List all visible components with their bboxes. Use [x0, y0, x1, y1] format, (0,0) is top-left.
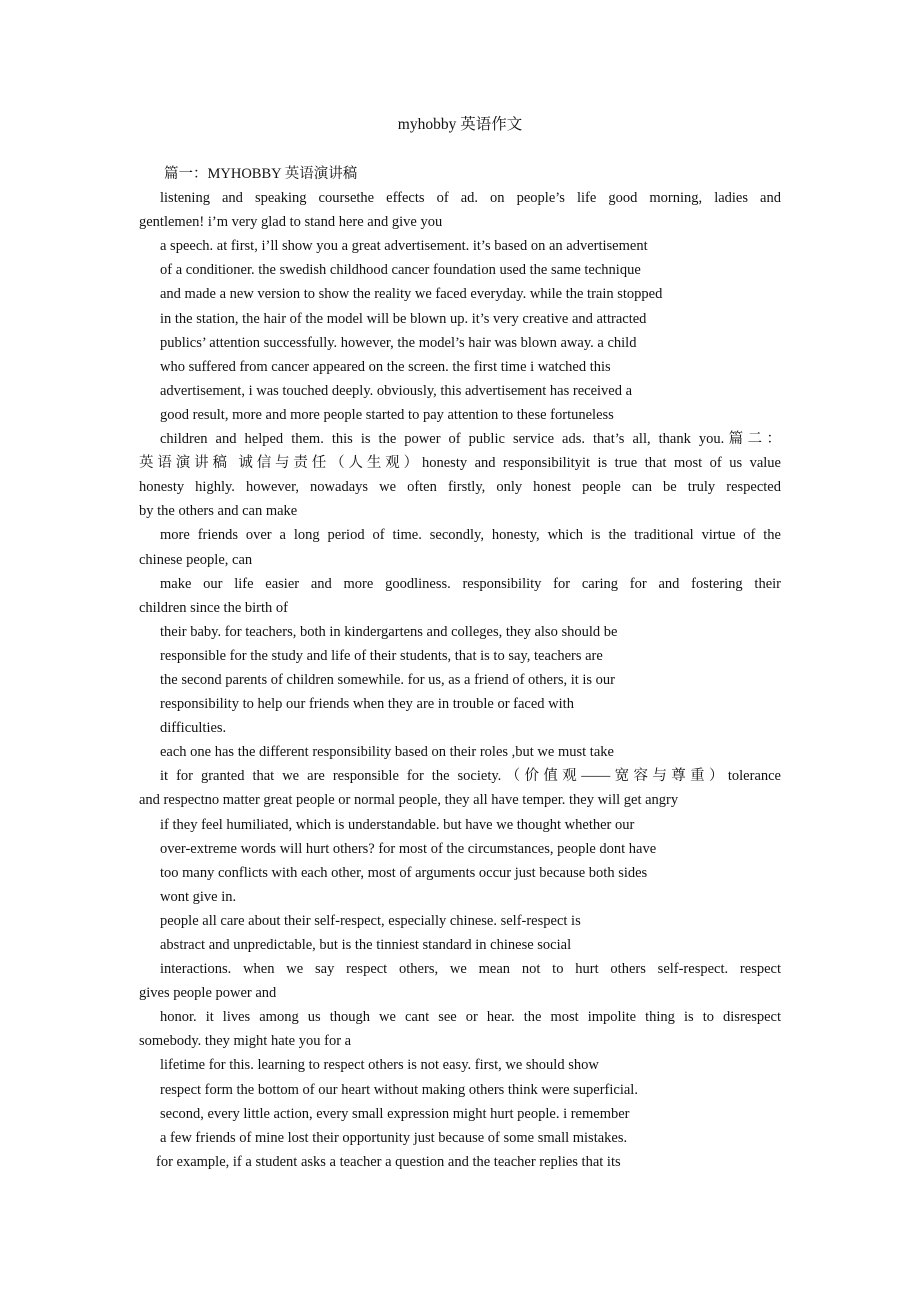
text-line: publics’ attention successfully. however, the model’s hair was blown away. a child: [160, 334, 637, 351]
text-line: people all care about their self-respect, especially chinese. self-respect is: [160, 912, 581, 929]
text-line: difficulties.: [160, 720, 227, 737]
text-line: a speech. at first, i’ll show you a great advertisement. it’s based on an advertisement: [160, 238, 648, 255]
text-line: interactions. when we say respect others, we mean not to hurt others self-respect. respect: [160, 961, 781, 978]
text-line: children and helped them. this is the power of public service ads. that’s all, thank you.篇二：: [160, 431, 781, 448]
text-line: gentlemen! i’m very glad to stand here and give you: [139, 214, 443, 231]
text-line: in the station, the hair of the model will be blown up. it’s very creative and attracted: [160, 310, 647, 327]
text-line: honesty highly. however, nowadays we often firstly, only honest people can be truly respected: [139, 479, 781, 496]
text-line: respect form the bottom of our heart without making others think were superficial.: [160, 1081, 638, 1098]
text-line: children since the birth of: [139, 599, 288, 616]
text-line: for example, if a student asks a teacher a question and the teacher replies that its: [156, 1153, 621, 1170]
document-title: myhobby 英语作文: [397, 116, 523, 133]
text-line: make our life easier and more goodliness. responsibility for caring for and fostering their: [160, 575, 781, 592]
text-line: and made a new version to show the reality we faced everyday. while the train stopped: [160, 286, 663, 303]
text-line: 英语演讲稿 诚信与责任（人生观）honesty and responsibilityit is true that most of us value: [139, 455, 781, 472]
text-line: somebody. they might hate you for a: [139, 1033, 352, 1050]
text-line: more friends over a long period of time. secondly, honesty, which is the traditional virtue of the: [160, 527, 781, 544]
text-line: if they feel humiliated, which is understandable. but have we thought whether our: [160, 816, 635, 833]
text-line: who suffered from cancer appeared on the screen. the first time i watched this: [160, 358, 611, 375]
text-line: lifetime for this. learning to respect others is not easy. first, we should show: [160, 1057, 599, 1074]
text-line: chinese people, can: [139, 551, 253, 568]
text-line: listening and speaking coursethe effects of ad. on people’s life good morning, ladies and: [160, 190, 781, 207]
text-line: and respectno matter great people or normal people, they all have temper. they will get angry: [139, 792, 679, 809]
text-line: responsibility to help our friends when they are in trouble or faced with: [160, 696, 574, 713]
text-line: advertisement, i was touched deeply. obviously, this advertisement has received a: [160, 382, 633, 399]
text-line: by the others and can make: [139, 503, 298, 520]
text-line: gives people power and: [139, 985, 277, 1002]
text-line: over-extreme words will hurt others? for most of the circumstances, people dont have: [160, 840, 657, 857]
text-line: honor. it lives among us though we cant see or hear. the most impolite thing is to disrespect: [160, 1009, 781, 1026]
section-heading: 篇一：MYHOBBY 英语演讲稿: [164, 166, 358, 182]
text-line: second, every little action, every small expression might hurt people. i remember: [160, 1105, 630, 1122]
text-line: too many conflicts with each other, most of arguments occur just because both sides: [160, 864, 648, 881]
document-body: [139, 162, 781, 1174]
text-line: the second parents of children somewhile. for us, as a friend of others, it is our: [160, 671, 616, 688]
text-line: good result, more and more people started to pay attention to these fortuneless: [160, 406, 614, 423]
text-line: abstract and unpredictable, but is the tinniest standard in chinese social: [160, 937, 572, 953]
text-line: responsible for the study and life of their students, that is to say, teachers are: [160, 647, 603, 664]
text-line: each one has the different responsibility based on their roles ,but we must take: [160, 744, 614, 761]
text-line: it for granted that we are responsible for the society.（价值观——宽容与尊重）tolerance: [160, 768, 781, 785]
text-line: a few friends of mine lost their opportunity just because of some small mistakes.: [160, 1129, 628, 1146]
text-line: their baby. for teachers, both in kindergartens and colleges, they also should be: [160, 623, 618, 640]
text-line: wont give in.: [160, 888, 237, 905]
text-line: of a conditioner. the swedish childhood cancer foundation used the same technique: [160, 262, 641, 279]
